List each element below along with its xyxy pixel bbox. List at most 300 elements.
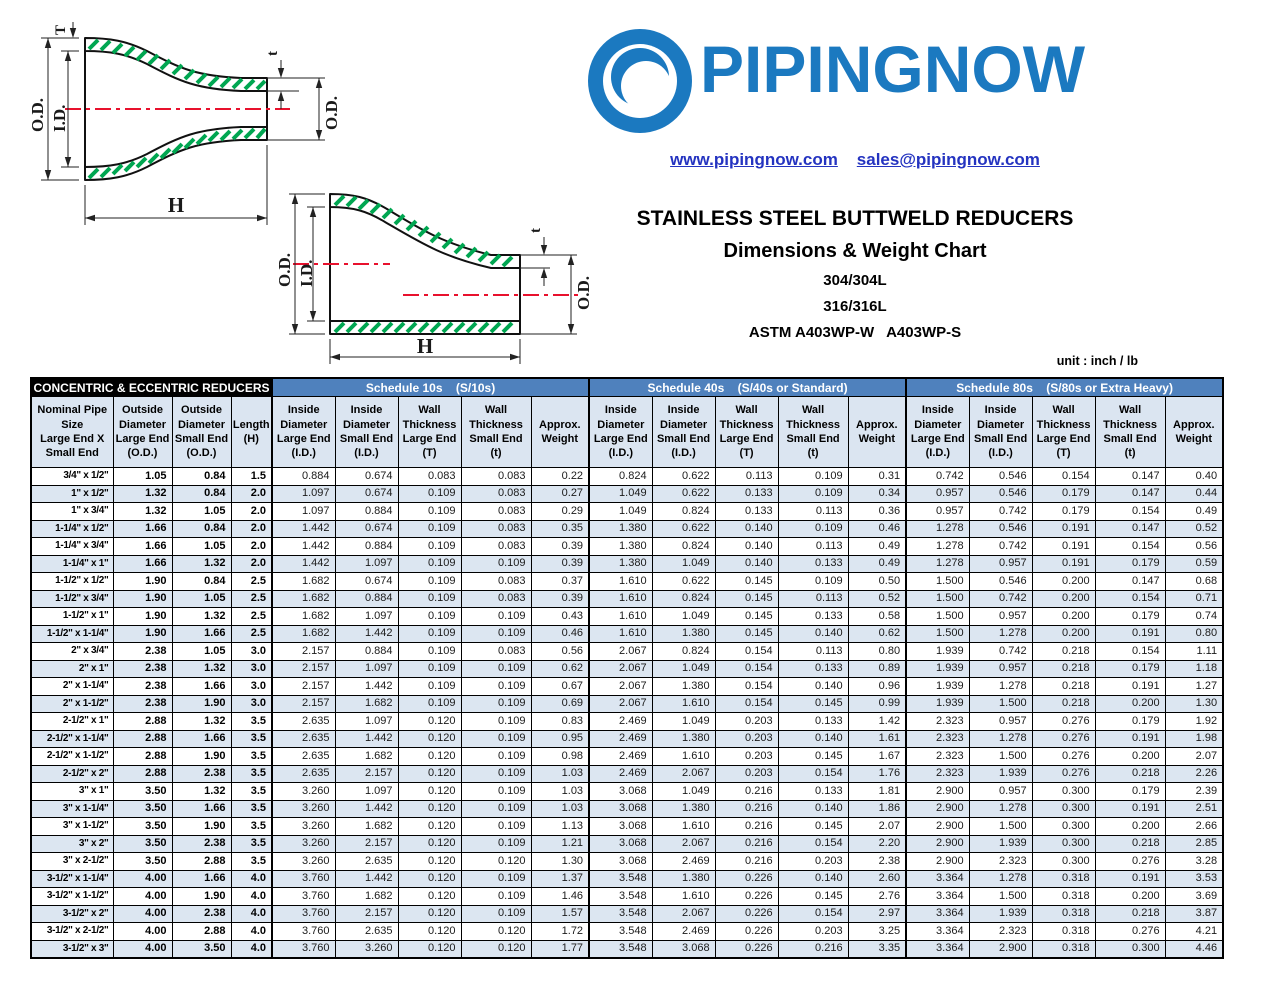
data-cell: 2.635 — [272, 765, 335, 783]
data-cell: 0.145 — [715, 590, 778, 608]
data-cell: 1.32 — [172, 713, 231, 731]
data-cell: 0.120 — [398, 870, 461, 888]
data-cell: 0.133 — [778, 660, 848, 678]
data-cell: 0.203 — [715, 765, 778, 783]
data-cell: 0.120 — [461, 940, 531, 958]
data-cell: 0.99 — [848, 695, 906, 713]
data-cell: 1.90 — [172, 888, 231, 906]
data-cell: 2.157 — [272, 643, 335, 661]
data-cell: 4.0 — [231, 923, 272, 941]
table-row — [31, 590, 1223, 608]
data-cell: 1.682 — [272, 625, 335, 643]
data-cell: 0.216 — [715, 800, 778, 818]
data-cell: 3.50 — [172, 940, 231, 958]
data-cell: 0.622 — [652, 485, 715, 503]
row-size-cell: 2" x 1-1/2" — [31, 695, 113, 713]
data-cell: 0.120 — [398, 748, 461, 766]
data-cell: 3.548 — [589, 923, 652, 941]
column-header: Inside Diameter Small End (I.D.) — [652, 397, 715, 468]
data-cell: 1.049 — [652, 713, 715, 731]
data-cell: 3.35 — [848, 940, 906, 958]
data-cell: 1.03 — [531, 783, 589, 801]
data-cell: 0.49 — [1165, 503, 1223, 521]
data-cell: 1.42 — [848, 713, 906, 731]
data-cell: 2.900 — [906, 783, 969, 801]
data-cell: 0.62 — [531, 660, 589, 678]
page-subtitle: Dimensions & Weight Chart — [723, 240, 987, 262]
dim-label-T: T — [53, 24, 69, 35]
data-cell: 0.44 — [1165, 485, 1223, 503]
data-cell: 0.39 — [531, 555, 589, 573]
table-row — [31, 468, 1223, 486]
table-row — [31, 870, 1223, 888]
data-cell: 1.11 — [1165, 643, 1223, 661]
data-cell: 1.500 — [969, 695, 1032, 713]
data-cell: 0.40 — [1165, 468, 1223, 486]
data-cell: 0.109 — [398, 538, 461, 556]
data-cell: 1.66 — [113, 555, 172, 573]
data-cell: 3.760 — [272, 940, 335, 958]
data-cell: 0.98 — [531, 748, 589, 766]
data-cell: 0.154 — [1095, 643, 1165, 661]
data-cell: 0.546 — [969, 485, 1032, 503]
data-cell: 0.96 — [848, 678, 906, 696]
column-header: Inside Diameter Large End (I.D.) — [906, 397, 969, 468]
data-cell: 0.300 — [1032, 800, 1095, 818]
data-cell: 2.157 — [335, 835, 398, 853]
data-cell: 0.216 — [715, 835, 778, 853]
data-cell: 3.50 — [113, 818, 172, 836]
data-cell: 1.278 — [906, 538, 969, 556]
data-cell: 0.824 — [589, 468, 652, 486]
data-cell: 0.622 — [652, 468, 715, 486]
schedule-group-header: Schedule 40s (S/40s or Standard) — [589, 378, 906, 397]
data-cell: 0.109 — [398, 625, 461, 643]
data-cell: 0.80 — [1165, 625, 1223, 643]
data-cell: 1.03 — [531, 800, 589, 818]
data-cell: 2.38 — [113, 678, 172, 696]
data-cell: 3.068 — [589, 853, 652, 871]
data-cell: 3.0 — [231, 695, 272, 713]
data-cell: 1.500 — [906, 573, 969, 591]
data-cell: 1.98 — [1165, 730, 1223, 748]
data-cell: 1.90 — [172, 818, 231, 836]
column-header: Wall Thickness Large End (T) — [398, 397, 461, 468]
data-cell: 2.900 — [906, 835, 969, 853]
data-cell: 2.469 — [652, 853, 715, 871]
data-cell: 0.674 — [335, 573, 398, 591]
data-cell: 0.80 — [848, 643, 906, 661]
data-cell: 1.90 — [113, 573, 172, 591]
data-cell: 0.58 — [848, 608, 906, 626]
data-cell: 0.191 — [1095, 870, 1165, 888]
data-cell: 0.226 — [715, 923, 778, 941]
data-cell: 1.610 — [652, 748, 715, 766]
data-cell: 0.318 — [1032, 888, 1095, 906]
data-cell: 0.120 — [398, 765, 461, 783]
data-cell: 0.109 — [461, 608, 531, 626]
unit-note: unit : inch / lb — [1056, 354, 1138, 368]
table-row — [31, 765, 1223, 783]
data-cell: 3.50 — [113, 853, 172, 871]
data-cell: 0.218 — [1032, 643, 1095, 661]
page-title: STAINLESS STEEL BUTTWELD REDUCERS — [636, 207, 1074, 230]
data-cell: 0.147 — [1095, 573, 1165, 591]
data-cell: 2.900 — [906, 853, 969, 871]
row-size-cell: 1-1/2" x 1" — [31, 608, 113, 626]
data-cell: 2.38 — [172, 905, 231, 923]
data-cell: 0.147 — [1095, 520, 1165, 538]
eccentric-reducer-diagram — [265, 182, 610, 377]
data-cell: 0.46 — [531, 625, 589, 643]
data-cell: 2.469 — [589, 713, 652, 731]
data-cell: 1.097 — [335, 555, 398, 573]
data-cell: 3.364 — [906, 905, 969, 923]
data-cell: 3.0 — [231, 678, 272, 696]
data-cell: 0.218 — [1095, 765, 1165, 783]
data-cell: 1.682 — [272, 590, 335, 608]
dim-label-t-small: t — [528, 228, 544, 233]
data-cell: 4.46 — [1165, 940, 1223, 958]
column-header: Approx. Weight — [848, 397, 906, 468]
data-cell: 0.191 — [1095, 800, 1165, 818]
data-cell: 0.957 — [969, 555, 1032, 573]
data-cell: 1.13 — [531, 818, 589, 836]
data-cell: 1.049 — [589, 485, 652, 503]
data-cell: 0.49 — [848, 555, 906, 573]
data-cell: 1.049 — [652, 660, 715, 678]
data-cell: 2.20 — [848, 835, 906, 853]
data-cell: 1.682 — [335, 818, 398, 836]
logo-icon — [585, 26, 695, 136]
data-cell: 2.85 — [1165, 835, 1223, 853]
data-cell: 4.0 — [231, 888, 272, 906]
data-cell: 3.53 — [1165, 870, 1223, 888]
data-cell: 0.109 — [778, 520, 848, 538]
data-cell: 1.05 — [172, 590, 231, 608]
data-cell: 0.109 — [398, 503, 461, 521]
data-cell: 2.5 — [231, 608, 272, 626]
data-cell: 2.38 — [113, 660, 172, 678]
data-cell: 3.364 — [906, 940, 969, 958]
data-cell: 0.133 — [715, 503, 778, 521]
data-cell: 1.610 — [652, 888, 715, 906]
row-size-cell: 3" x 1-1/2" — [31, 818, 113, 836]
data-cell: 0.300 — [1095, 940, 1165, 958]
data-cell: 0.154 — [715, 643, 778, 661]
data-cell: 1.610 — [652, 818, 715, 836]
data-cell: 0.133 — [778, 608, 848, 626]
data-cell: 3.760 — [272, 888, 335, 906]
data-cell: 1.442 — [335, 678, 398, 696]
data-cell: 0.140 — [715, 555, 778, 573]
data-cell: 2.635 — [272, 730, 335, 748]
data-cell: 1.66 — [172, 730, 231, 748]
data-cell: 1.61 — [848, 730, 906, 748]
data-cell: 1.939 — [969, 765, 1032, 783]
data-cell: 0.083 — [461, 590, 531, 608]
data-cell: 0.39 — [531, 590, 589, 608]
data-cell: 0.145 — [778, 695, 848, 713]
data-cell: 1.380 — [652, 678, 715, 696]
data-cell: 3.760 — [272, 870, 335, 888]
data-cell: 1.500 — [969, 748, 1032, 766]
data-cell: 2.51 — [1165, 800, 1223, 818]
data-cell: 1.90 — [113, 590, 172, 608]
data-cell: 0.36 — [848, 503, 906, 521]
data-cell: 1.66 — [172, 800, 231, 818]
data-cell: 1.278 — [969, 730, 1032, 748]
data-cell: 0.74 — [1165, 608, 1223, 626]
data-cell: 0.200 — [1095, 888, 1165, 906]
data-cell: 0.109 — [461, 870, 531, 888]
data-cell: 0.674 — [335, 485, 398, 503]
table-row — [31, 905, 1223, 923]
data-cell: 0.113 — [778, 503, 848, 521]
data-cell: 2.0 — [231, 503, 272, 521]
data-cell: 0.083 — [461, 520, 531, 538]
data-cell: 3.364 — [906, 923, 969, 941]
data-cell: 0.884 — [335, 590, 398, 608]
data-cell: 4.0 — [231, 905, 272, 923]
row-size-cell: 1-1/2" x 3/4" — [31, 590, 113, 608]
data-cell: 0.109 — [398, 520, 461, 538]
data-cell: 0.68 — [1165, 573, 1223, 591]
data-cell: 0.109 — [461, 555, 531, 573]
data-cell: 2.067 — [589, 678, 652, 696]
table-row — [31, 503, 1223, 521]
data-cell: 0.109 — [398, 660, 461, 678]
data-cell: 3.50 — [113, 800, 172, 818]
data-cell: 3.068 — [589, 818, 652, 836]
data-cell: 0.120 — [461, 923, 531, 941]
data-cell: 2.900 — [906, 818, 969, 836]
data-cell: 3.5 — [231, 800, 272, 818]
data-cell: 0.824 — [652, 538, 715, 556]
data-cell: 0.120 — [398, 853, 461, 871]
data-cell: 0.200 — [1032, 590, 1095, 608]
column-header: Approx. Weight — [1165, 397, 1223, 468]
dim-label-id-large: I.D. — [50, 104, 69, 132]
data-cell: 0.216 — [715, 853, 778, 871]
data-cell: 0.179 — [1095, 783, 1165, 801]
data-cell: 1.5 — [231, 468, 272, 486]
data-cell: 0.179 — [1095, 713, 1165, 731]
data-cell: 1.097 — [272, 485, 335, 503]
data-cell: 1.097 — [335, 660, 398, 678]
data-cell: 2.88 — [113, 748, 172, 766]
website-link[interactable]: www.pipingnow.com — [670, 150, 838, 169]
data-cell: 0.120 — [398, 835, 461, 853]
data-cell: 0.84 — [172, 520, 231, 538]
data-cell: 1.37 — [531, 870, 589, 888]
table-row — [31, 608, 1223, 626]
data-cell: 2.157 — [335, 765, 398, 783]
data-cell: 0.154 — [1032, 468, 1095, 486]
data-cell: 0.109 — [398, 573, 461, 591]
data-cell: 2.38 — [172, 765, 231, 783]
data-cell: 1.500 — [906, 625, 969, 643]
data-cell: 0.154 — [1095, 538, 1165, 556]
data-cell: 0.218 — [1032, 695, 1095, 713]
table-row — [31, 853, 1223, 871]
data-cell: 2.067 — [589, 660, 652, 678]
data-cell: 2.76 — [848, 888, 906, 906]
data-cell: 0.742 — [969, 590, 1032, 608]
data-cell: 0.276 — [1095, 853, 1165, 871]
data-cell: 1.27 — [1165, 678, 1223, 696]
data-cell: 0.52 — [848, 590, 906, 608]
data-cell: 2.469 — [589, 748, 652, 766]
data-cell: 2.88 — [172, 923, 231, 941]
data-cell: 0.37 — [531, 573, 589, 591]
email-link[interactable]: sales@pipingnow.com — [856, 150, 1040, 169]
data-cell: 3.364 — [906, 870, 969, 888]
data-cell: 0.203 — [778, 853, 848, 871]
row-size-cell: 3" x 2-1/2" — [31, 853, 113, 871]
column-header: Wall Thickness Large End (T) — [715, 397, 778, 468]
data-cell: 0.109 — [461, 888, 531, 906]
table-row — [31, 818, 1223, 836]
data-cell: 2.66 — [1165, 818, 1223, 836]
data-cell: 0.957 — [969, 660, 1032, 678]
data-cell: 2.900 — [906, 800, 969, 818]
data-cell: 2.39 — [1165, 783, 1223, 801]
data-cell: 1.442 — [335, 870, 398, 888]
data-cell: 0.113 — [778, 590, 848, 608]
data-cell: 0.34 — [848, 485, 906, 503]
data-cell: 0.957 — [969, 713, 1032, 731]
data-cell: 0.200 — [1032, 608, 1095, 626]
table-row — [31, 573, 1223, 591]
data-cell: 4.21 — [1165, 923, 1223, 941]
data-cell: 0.27 — [531, 485, 589, 503]
dim-label-length: H — [416, 334, 434, 358]
data-cell: 0.957 — [906, 485, 969, 503]
data-cell: 0.29 — [531, 503, 589, 521]
row-size-cell: 1-1/2" x 1-1/4" — [31, 625, 113, 643]
data-cell: 0.226 — [715, 940, 778, 958]
data-cell: 0.69 — [531, 695, 589, 713]
data-cell: 0.120 — [398, 783, 461, 801]
data-cell: 3.068 — [589, 835, 652, 853]
data-cell: 3.260 — [272, 853, 335, 871]
data-cell: 0.622 — [652, 520, 715, 538]
data-cell: 0.109 — [461, 835, 531, 853]
grade-304: 304/304L — [823, 272, 887, 289]
row-size-cell: 1-1/4" x 1/2" — [31, 520, 113, 538]
data-cell: 2.5 — [231, 625, 272, 643]
data-cell: 1.32 — [172, 660, 231, 678]
data-cell: 0.133 — [715, 485, 778, 503]
data-cell: 0.179 — [1095, 660, 1165, 678]
data-cell: 0.216 — [778, 940, 848, 958]
data-cell: 1.66 — [113, 520, 172, 538]
data-cell: 3.260 — [335, 940, 398, 958]
data-cell: 0.56 — [1165, 538, 1223, 556]
data-cell: 4.0 — [231, 940, 272, 958]
data-cell: 0.203 — [715, 713, 778, 731]
data-cell: 0.179 — [1095, 555, 1165, 573]
data-cell: 0.113 — [715, 468, 778, 486]
data-cell: 0.109 — [398, 678, 461, 696]
data-cell: 0.824 — [652, 590, 715, 608]
data-cell: 0.109 — [461, 765, 531, 783]
data-cell: 0.154 — [778, 835, 848, 853]
data-cell: 0.145 — [715, 608, 778, 626]
data-cell: 1.049 — [652, 608, 715, 626]
data-cell: 0.49 — [848, 538, 906, 556]
data-cell: 0.742 — [969, 643, 1032, 661]
dim-label-id-large: I.D. — [297, 259, 316, 287]
data-cell: 0.083 — [461, 643, 531, 661]
data-cell: 3.0 — [231, 643, 272, 661]
data-cell: 3.760 — [272, 905, 335, 923]
data-cell: 3.5 — [231, 818, 272, 836]
dim-label-od-large: O.D. — [275, 253, 294, 287]
data-cell: 2.469 — [589, 730, 652, 748]
data-cell: 0.59 — [1165, 555, 1223, 573]
column-header: Inside Diameter Small End (I.D.) — [335, 397, 398, 468]
data-cell: 1.682 — [272, 573, 335, 591]
data-cell: 1.939 — [969, 835, 1032, 853]
data-cell: 1.380 — [589, 520, 652, 538]
data-cell: 3.5 — [231, 713, 272, 731]
data-cell: 0.200 — [1032, 625, 1095, 643]
data-cell: 0.109 — [461, 748, 531, 766]
data-cell: 1.46 — [531, 888, 589, 906]
data-cell: 1.90 — [113, 625, 172, 643]
data-cell: 0.154 — [1095, 590, 1165, 608]
data-cell: 4.00 — [113, 870, 172, 888]
data-cell: 0.109 — [398, 695, 461, 713]
data-cell: 1.57 — [531, 905, 589, 923]
data-cell: 2.97 — [848, 905, 906, 923]
reducers-table — [30, 377, 1224, 959]
data-cell: 0.39 — [531, 538, 589, 556]
data-cell: 3.260 — [272, 783, 335, 801]
data-cell: 0.216 — [715, 783, 778, 801]
data-cell: 0.133 — [778, 713, 848, 731]
data-cell: 0.22 — [531, 468, 589, 486]
data-cell: 1.278 — [969, 870, 1032, 888]
data-cell: 2.88 — [113, 713, 172, 731]
data-cell: 3.760 — [272, 923, 335, 941]
data-cell: 0.191 — [1032, 520, 1095, 538]
data-cell: 3.5 — [231, 765, 272, 783]
data-cell: 0.200 — [1095, 748, 1165, 766]
data-cell: 0.109 — [461, 695, 531, 713]
data-cell: 1.500 — [906, 608, 969, 626]
table-row — [31, 555, 1223, 573]
data-cell: 0.300 — [1032, 835, 1095, 853]
data-cell: 0.318 — [1032, 940, 1095, 958]
table-row — [31, 748, 1223, 766]
data-cell: 0.109 — [461, 730, 531, 748]
row-size-cell: 2-1/2" x 2" — [31, 765, 113, 783]
data-cell: 1.442 — [335, 625, 398, 643]
data-cell: 0.203 — [715, 730, 778, 748]
data-cell: 2.157 — [272, 695, 335, 713]
data-cell: 0.218 — [1032, 660, 1095, 678]
data-cell: 0.226 — [715, 870, 778, 888]
data-cell: 0.120 — [398, 713, 461, 731]
data-cell: 1.442 — [335, 730, 398, 748]
grade-316: 316/316L — [823, 298, 887, 315]
row-size-cell: 1" x 1/2" — [31, 485, 113, 503]
data-cell: 0.133 — [778, 555, 848, 573]
data-cell: 1.442 — [272, 555, 335, 573]
